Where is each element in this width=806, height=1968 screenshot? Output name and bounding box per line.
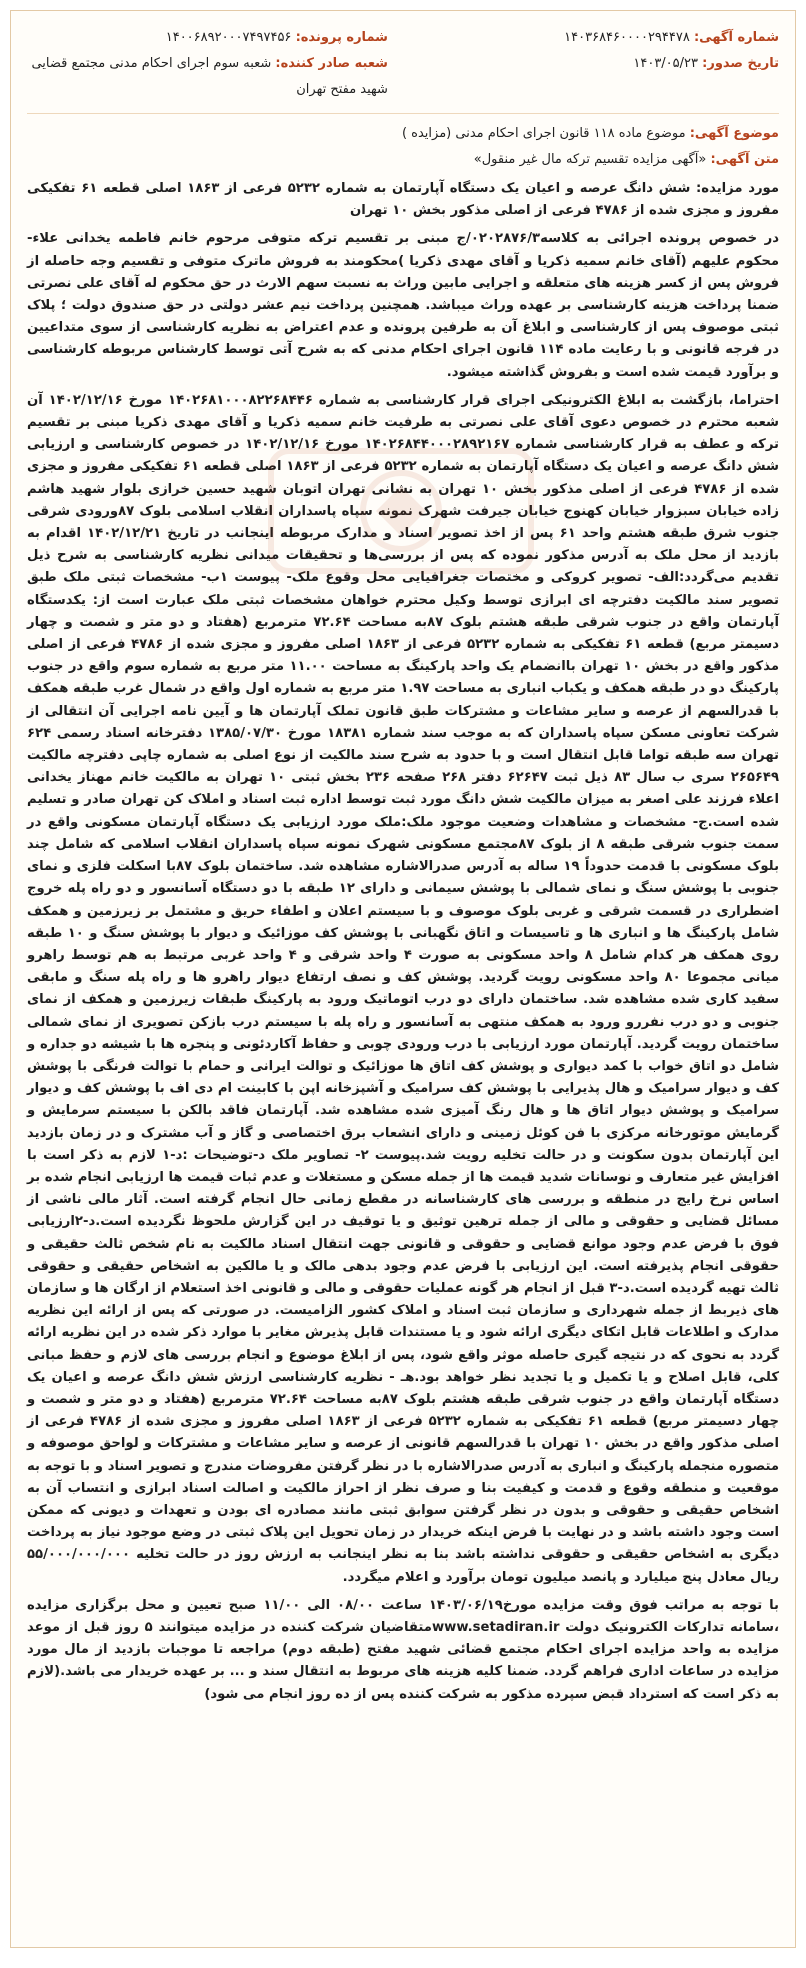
case-number-block	[27, 25, 388, 51]
notice-page	[10, 10, 796, 1948]
issue-date-block	[418, 51, 779, 103]
paragraph-auction-schedule: با توجه به مراتب فوق وقت مزایده مورخ۱۴۰۳/۰۶/۱۹ ساعت ۰۸/۰۰ الی ۱۱/۰۰ صبح تعیین و محل برگزاری مزایده ،سامانه تدارکات الکترونیک دولت www.setadiran.irمتقاضیان شرکت کننده در مزایده میتوانند ۵ روز قبل از موعد مزایده به واحد مزایده اجرای احکام مجتمع قضائی شهید مفتح (طبقه دوم) مراجعه تا موجبات بازدید از مال مورد مزایده در ساعات اداری فراهم گردد. ضمنا کلیه هزینه های مربوط به انتقال سند و ... بر عهده خریدار می باشد.(لازم به ذکر است که استرداد قبض سپرده مذکور به شرکت کننده پس از ده روز انجام می شود)	[27, 1597, 779, 1702]
ad-text-value: «آگهی مزایده تقسیم ترکه مال غیر منقول»	[473, 152, 707, 167]
paragraph-expert-report: احتراما، بازگشت به ابلاغ الکترونیکی اجرای قرار کارشناسی به شماره ۱۴۰۲۶۸۱۰۰۰۸۲۲۶۸۴۴۶ مورخ ۱۴۰۲/۱۲/۱۶ آن شعبه محترم در خصوص دعوی آقای علی نصرتی به طرفیت خانم سمیه ذکریا و آقای مهدی ذکریا مبنی بر تقسیم ترکه و عطف به قرار کارشناسی شماره ۱۴۰۲۶۸۴۴۰۰۰۲۸۹۲۱۶۷ مورخ ۱۴۰۲/۱۲/۱۶ در خصوص کارشناسی و ارزیابی شش دانگ عرصه و اعیان یک دستگاه آپارتمان به شماره ۵۲۳۲ فرعی از ۱۸۶۳ اصلی قطعه ۶۱ تفکیکی مفروز و مجزی شده از ۴۷۸۶ فرعی از اصلی مذکور بخش ۱۰ تهران به نشانی تهران اتوبان شهید حسین خرازی بلوار شهید هاشم زاده خیابان سبزوار خیابان کهنوج خیابان جیرفت شهرک نمونه سپاه پاسداران انقلاب اسلامی بلوک ۸۷ورودی شرقی جنوب شرق طبقه هشتم واحد ۶۱ پس از اخذ تصویر اسناد و مدارک مربوطه اینجانب در تاریخ ۱۴۰۲/۱۲/۲۱ اقدام به بازدید از محل ملک به آدرس مذکور نموده که پس از بررسی‌ها و تحقیقات میدانی نظریه کارشناسی به شرح ذیل تقدیم می‌گردد:الف- تصویر کروکی و مختصات جغرافیایی محل وقوع ملک- پیوست ۱ب- مشخصات ثبتی ملک طبق تصویر سند مالکیت دفترچه ای ابرازی توسط وکیل محترم خواهان مشخصات ثبتی ملک عبارت است از: یکدستگاه آپارتمان واقع در جنوب شرقی طبقه هشتم بلوک ۸۷به مساحت ۷۲.۶۴ مترمربع (هفتاد و دو متر و شصت و چهار دسیمتر مربع) قطعه ۶۱ تفکیکی به شماره ۵۲۳۲ فرعی از ۱۸۶۳ اصلی مفروز و مجزی شده از ۴۷۸۶ فرعی از اصلی مذکور واقع در بخش ۱۰ تهران باانضمام یک واحد پارکینگ به مساحت ۱۱.۰۰ متر مربع به شماره سوم واقع در جنوب پارکینگ دو در طبقه همکف و یکباب انباری به مساحت ۱.۹۷ متر مربع به شماره اول واقع در شمال غرب طبقه همکف با قدرالسهم از عرصه و سایر مشاعات و مشترکات طبق قانون تملک آپارتمان ها و آیین نامه اجرایی آن انتقالی از شرکت تعاونی مسکن سپاه پاسداران که به موجب سند شماره ۱۸۳۸۱ مورخ ۱۳۸۵/۰۷/۳۰ دفترخانه اسناد رسمی ۶۲۴ تهران سه طبقه تواما قابل انتقال است و با حدود به شرح سند مالکیت از نوع اصلی به شماره چاپی دفترچه مالکیت ۲۶۵۶۴۹ سری ب سال ۸۳ ذیل ثبت ۶۲۶۴۷ دفتر ۲۶۸ صفحه ۲۳۶ بخش ثبتی ۱۰ تهران به مالکیت خانم مهناز یخدانی اعلاء فرزند علی اصغر به میزان مالکیت شش دانگ مورد ثبت توسط اداره ثبت اسناد و املاک کن تهران صادر و تسلیم شده است.ج- مشخصات و مشاهدات وضعیت موجود ملک:ملک مورد ارزیابی یک دستگاه آپارتمان مسکونی واقع در سمت جنوب شرقی طبقه ۸ از بلوک ۸۷مجتمع مسکونی شهرک نمونه سپاه پاسداران انقلاب اسلامی که شامل چند بلوک مسکونی با قدمت حدوداً ۱۹ ساله به آدرس صدرالاشاره مشاهده شد. ساختمان بلوک ۸۷با اسکلت فلزی و نمای جنوبی با پوشش سنگ و نمای شمالی با پوشش سیمانی و دارای ۱۲ طبقه با دو دستگاه آسانسور و دو راه پله خروج اضطراری در قسمت شرقی و غربی بلوک موصوف و با سیستم اعلان و اطفاء حریق و مشتمل بر زیرزمین و همکف شامل پارکینگ ها و انباری ها و تاسیسات و اتاق نگهبانی با پوشش کف موزائیک و دیوار با پوشش سنگ و ۱۰ طبقه روی همکف هر کدام شامل ۸ واحد مسکونی به صورت ۴ واحد شرقی و ۴ واحد غربی مرتبط به هم توسط راهرو میانی مجموعا ۸۰ واحد مسکونی رویت گردید. پوشش کف و نصف ارتفاع دیوار راهرو ها و راه پله سنگ و مابقی سفید کاری شده مشاهده شد. ساختمان دارای دو درب اتوماتیک ورود به پارکینگ طبقات زیرزمین و همکف از نمای جنوبی و دو درب نفررو ورود به همکف منتهی به آسانسور و راه پله با سیستم درب بازکن تصویری از نمای شمالی ساختمان رویت گردید. آپارتمان مورد ارزیابی با درب ورودی چوبی و حفاظ آکاردئونی و پنجره ها با شیشه دو جداره و شامل دو اتاق خواب با کمد دیواری و پوشش کف اتاق ها موزائیک و توالت ایرانی و حمام با توالت فرنگی با پوشش کف و دیوار سرامیک و هال پذیرایی با پوشش کف سرامیک و آشپزخانه اپن با کابینت ام دی اف با پوشش کف و دیوار سرامیک و پوشش دیوار اتاق ها و هال رنگ آمیزی شده مشاهده شد. آپارتمان فاقد بالکن با سیستم سرمایش و گرمایش موتورخانه مرکزی با فن کوئل زمینی و دارای انشعاب برق اختصاصی و گاز و آب مشترک و در زمان بازدید این آپارتمان بدون سکونت و در حالت تخلیه رویت شد.پیوست ۲- تصاویر ملک د-توضیحات :د-۱ لازم به ذکر است با افزایش غیر متعارف و نوسانات شدید قیمت ها از جمله مسکن و مستغلات و عدم ثبات قیمت ها ارزیابی انجام شده بر اساس نرخ رایج در منطقه و بررسی های کارشناسانه در مقطع زمانی حال انجام گرفته است. آثار مالی ناشی از مسائل قضایی و حقوقی و مالی از جمله ترهین توثیق و یا توقیف در این گزارش ملحوظ نگردیده است.د-۲ارزیابی فوق با فرض عدم وجود موانع قضایی و حقوقی و قانونی جهت انتقال اسناد مالکیت به نام شخص ثالث حقیقی و حقوقی انجام پذیرفته است. این ارزیابی با فرض عدم وجود بدهی مالک و یا مالکین به اشخاص حقیقی و حقوقی ثالث تهیه گردیده است.د-۳ قبل از انجام هر گونه عملیات حقوقی و مالی و قانونی اخذ استعلام از ارگان ها و سازمان های ذیربط از جمله شهرداری و سازمان ثبت اسناد و املاک کشور الزامیست. در صورتی که پس از ارائه این نظریه مدارک و اطلاعات قابل اتکای دیگری ارائه شود و یا مستندات قابل پذیرش مغایر با موارد ذکر شده در این نظریه ارائه گردد به نحوی که در نتیجه گیری حاصله موثر واقع شود، پس از ابلاغ موضوع و انجام بررسی های لازم و حفظ مبانی کلی، قابل اصلاح و یا تکمیل و یا تجدید نظر خواهد بود.هـ - نظریه کارشناسی ارزش شش دانگ عرصه و اعیان یک دستگاه آپارتمان واقع در جنوب شرقی طبقه هشتم بلوک ۸۷به مساحت ۷۲.۶۴ مترمربع (هفتاد و دو متر و شصت و چهار دسیمتر مربع) قطعه ۶۱ تفکیکی به شماره ۵۲۳۲ فرعی از ۱۸۶۳ اصلی مفروز و مجزی شده از ۴۷۸۶ فرعی از اصلی مذکور واقع در بخش ۱۰ تهران با قدرالسهم قانونی از عرصه و سایر مشاعات و مشترکات و لواحق موصوفه و متصوره منجمله پارکینگ و انباری به آدرس صدرالاشاره با در نظر گرفتن مفروضات مندرج و تصویر اسناد و با توجه به موقعیت و منطقه وقوع و قدمت و کیفیت بنا و صرف نظر از احراز مالکیت و اصالت اسناد ابرازی و انتساب آن به اشخاص حقیقی و حقوقی و بدون در نظر گرفتن سوابق ثبتی مانند مصادره ای بودن و تعهدات و دیونی که ممکن است وجود داشته باشد و در نهایت با فرض اینکه خریدار در زمان تحویل این پلاک ثبتی در وضع موجود نیاز به پرداخت دیگری به اشخاص حقیقی و حقوقی نداشته باشد بنا به نظر اینجانب به ارزش روز در حالت تخلیه ۵۵/۰۰۰/۰۰۰/۰۰۰ ریال معادل پنج میلیارد و پانصد میلیون تومان برآورد و اعلام میگردد.	[27, 392, 780, 1585]
ad-text-label: متن آگهی:	[710, 152, 779, 167]
ad-text-line	[27, 148, 779, 172]
ad-number: ۱۴۰۳۶۸۴۶۰۰۰۰۲۹۴۴۷۸	[564, 30, 690, 45]
case-number-label: شماره پرونده:	[295, 30, 388, 45]
subject-value: موضوع ماده ۱۱۸ قانون اجرای احکام مدنی (مزایده )	[401, 126, 686, 141]
subject-label: موضوع آگهی:	[689, 126, 779, 141]
issuer-block	[27, 51, 388, 103]
issue-date-label: تاریخ صدور:	[702, 56, 779, 71]
issuer: شعبه سوم اجرای احکام مدنی مجتمع قضایی شهید مفتح تهران	[31, 56, 388, 97]
case-number: ۱۴۰۰۶۸۹۲۰۰۰۷۴۹۷۴۵۶	[165, 30, 292, 45]
paragraph-auction-item: مورد مزایده: شش دانگ عرصه و اعیان یک دستگاه آپارتمان به شماره ۵۲۳۲ فرعی از ۱۸۶۳ اصلی قطعه ۶۱ تفکیکی مفروز و مجزی شده از ۴۷۸۶ فرعی از اصلی مذکور بخش ۱۰ تهران	[27, 181, 779, 219]
paragraph-case-details: در خصوص پرونده اجرائی به کلاسه۰۲۰۲۸۷۶/۳/ج مبنی بر تقسیم ترکه متوفی مرحوم خانم فاطمه یخدانی علاء- محکوم علیهم (آقای خانم سمیه ذکریا و آقای مهدی ذکریا )محکومند به فروش ماترک متوفی و تقسیم وجه حاصله از فروش پس از کسر هزینه های متعلقه و اجرایی مابین وراث به نسبت سهم الارث در حق محکوم له آقای علی نصرتی ضمنا پرداخت هزینه کارشناسی بر عهده وراث میباشد. همچنین پرداخت نیم عشر دولتی در حق صندوق دولت ؛ پلاک ثبتی موصوف پس از کارشناسی و ابلاغ آن به طرفین پرونده و عدم اعتراض به نظریه کارشناسی از سوی متداعیین در فرجه قانونی و با رعایت ماده ۱۱۴ قانون اجرای احکام مدنی که به شرح آتی توسط کارشناس مربوطه کارشناسی و برآورد قیمت شده است و بفروش گذاشته میشود.	[27, 231, 780, 380]
notice-meta	[27, 25, 779, 103]
issuer-label: شعبه صادر کننده:	[275, 56, 388, 71]
ad-number-label: شماره آگهی:	[693, 30, 779, 45]
ad-number-block	[418, 25, 779, 51]
issue-date: ۱۴۰۳/۰۵/۲۳	[633, 56, 698, 71]
subject-line	[27, 122, 779, 146]
divider	[27, 113, 779, 114]
